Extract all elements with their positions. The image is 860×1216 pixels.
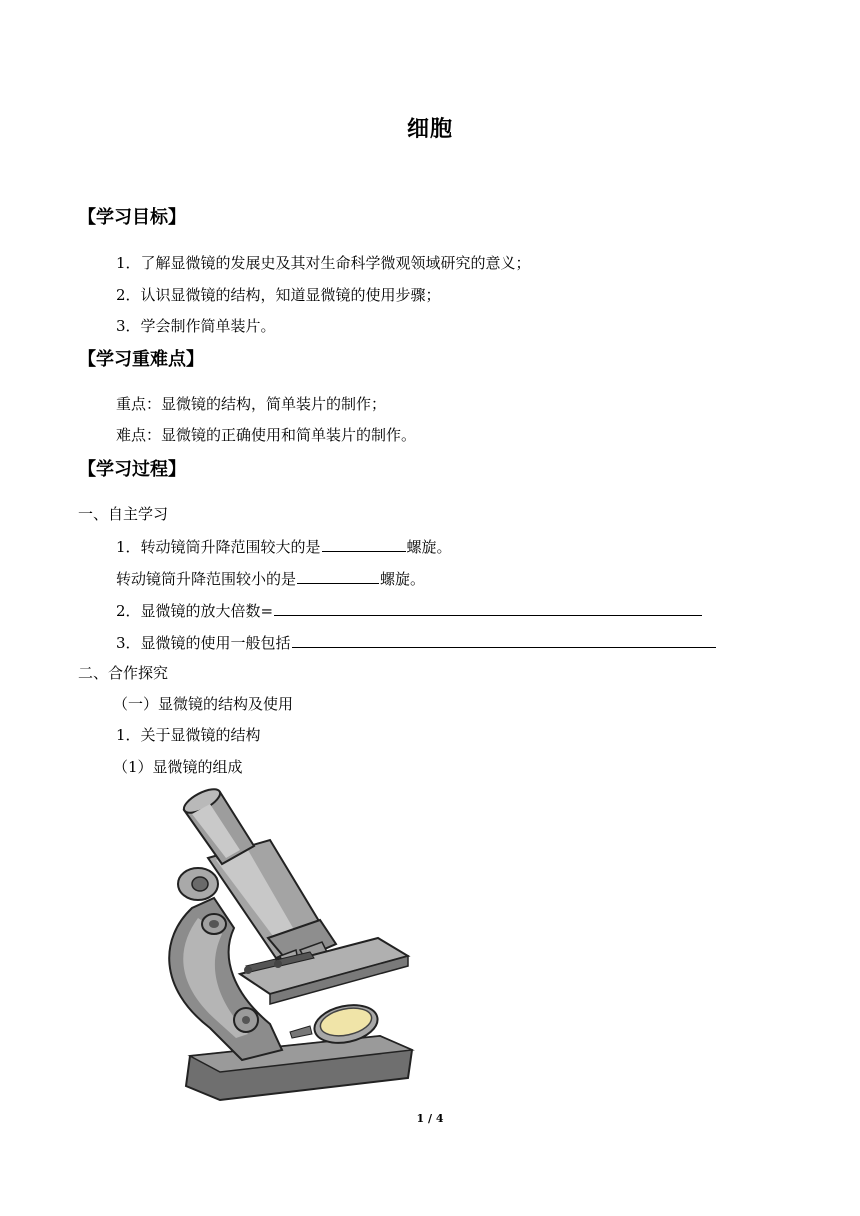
page-number: 1 / 4 — [416, 1112, 444, 1125]
question-1a-prefix: 1．转动镜筒升降范围较大的是 — [116, 538, 321, 556]
answer-blank — [322, 534, 406, 552]
key-points-heading: 【学习重难点】 — [78, 349, 204, 370]
question-2-prefix: 2．显微镜的放大倍数= — [116, 602, 274, 620]
question-1a-suffix: 螺旋。 — [406, 538, 452, 556]
question-3 — [116, 630, 717, 654]
microscope-illustration — [150, 788, 430, 1102]
question-3-prefix: 3．显微镜的使用一般包括 — [116, 634, 291, 652]
key-point-item-1: 重点：显微镜的结构，简单装片的制作； — [116, 395, 387, 413]
answer-blank — [274, 598, 702, 616]
question-1b-suffix: 螺旋。 — [380, 570, 426, 588]
part2-sub1: （一）显微镜的结构及使用 — [113, 695, 294, 713]
question-1b — [116, 566, 425, 590]
process-heading: 【学习过程】 — [78, 459, 186, 480]
part1-label: 一、自主学习 — [78, 505, 169, 523]
objectives-heading: 【学习目标】 — [78, 207, 186, 228]
part2-label: 二、合作探究 — [78, 664, 169, 682]
objective-item-2: 2．认识显微镜的结构，知道显微镜的使用步骤； — [116, 286, 441, 304]
objective-item-3: 3．学会制作简单装片。 — [116, 317, 276, 335]
question-1a — [116, 534, 452, 558]
part2-item1: 1．关于显微镜的结构 — [116, 726, 261, 744]
question-1b-prefix: 转动镜筒升降范围较小的是 — [116, 570, 297, 588]
answer-blank — [297, 566, 379, 584]
page-title: 细胞 — [406, 117, 453, 142]
answer-blank — [292, 630, 716, 648]
part2-item1-1: （1）显微镜的组成 — [113, 758, 243, 776]
objective-item-1: 1．了解显微镜的发展史及其对生命科学微观领域研究的意义； — [116, 254, 531, 272]
question-2 — [116, 598, 703, 622]
key-point-item-2: 难点：显微镜的正确使用和简单装片的制作。 — [116, 426, 417, 444]
